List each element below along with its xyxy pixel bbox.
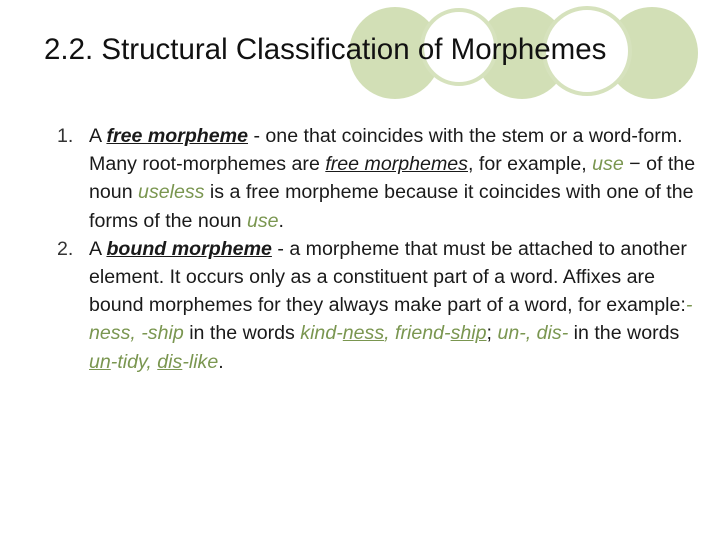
example-use: use [592, 153, 624, 176]
list-item-bound-morpheme [57, 235, 707, 376]
list-number: 2. [57, 237, 74, 260]
item-text: . [278, 209, 284, 232]
item-text: . [218, 350, 224, 373]
example-word: , friend- [384, 322, 451, 345]
item-text: is a free morpheme because it coincides with one of the forms of the noun [89, 181, 694, 232]
example-use: use [246, 209, 279, 232]
list-number: 1. [57, 125, 74, 147]
item-text: in the words [568, 322, 680, 345]
item-text: A [89, 125, 107, 147]
example-affix: un [89, 350, 111, 373]
example-affix: ness [342, 322, 385, 345]
example-word: -tidy, [110, 350, 158, 373]
item-text: , for example, [467, 153, 593, 176]
definition-list [57, 122, 707, 376]
example-prefixes: un-, dis- [497, 322, 569, 345]
example-word: kind- [300, 322, 343, 345]
example-affix: dis [157, 350, 183, 373]
example-word: -like [182, 350, 219, 373]
item-text: − of the noun [89, 153, 696, 204]
item-text: A [89, 237, 107, 260]
term-bound-morpheme: bound morpheme [106, 237, 272, 260]
example-affixes: -ness, -ship [89, 294, 693, 345]
item-text: in the words [183, 322, 301, 345]
term-free-morpheme: free morpheme [106, 125, 248, 147]
item-text: - one that coincides with the stem or a word-form. Many root-morphemes are [89, 125, 683, 176]
example-affix: ship [450, 322, 487, 345]
term-free-morphemes: free morphemes [325, 153, 468, 176]
slide-title: 2.2. Structural Classification of Morphemes [44, 33, 607, 66]
item-text: - a morpheme that must be attached to another element. It occurs only as a constituent part of a word. Affixes are bound morphemes for they always make part of a word, for example: [89, 237, 687, 317]
item-text: ; [486, 322, 498, 345]
example-useless: useless [138, 181, 205, 204]
list-item-free-morpheme [57, 122, 707, 235]
